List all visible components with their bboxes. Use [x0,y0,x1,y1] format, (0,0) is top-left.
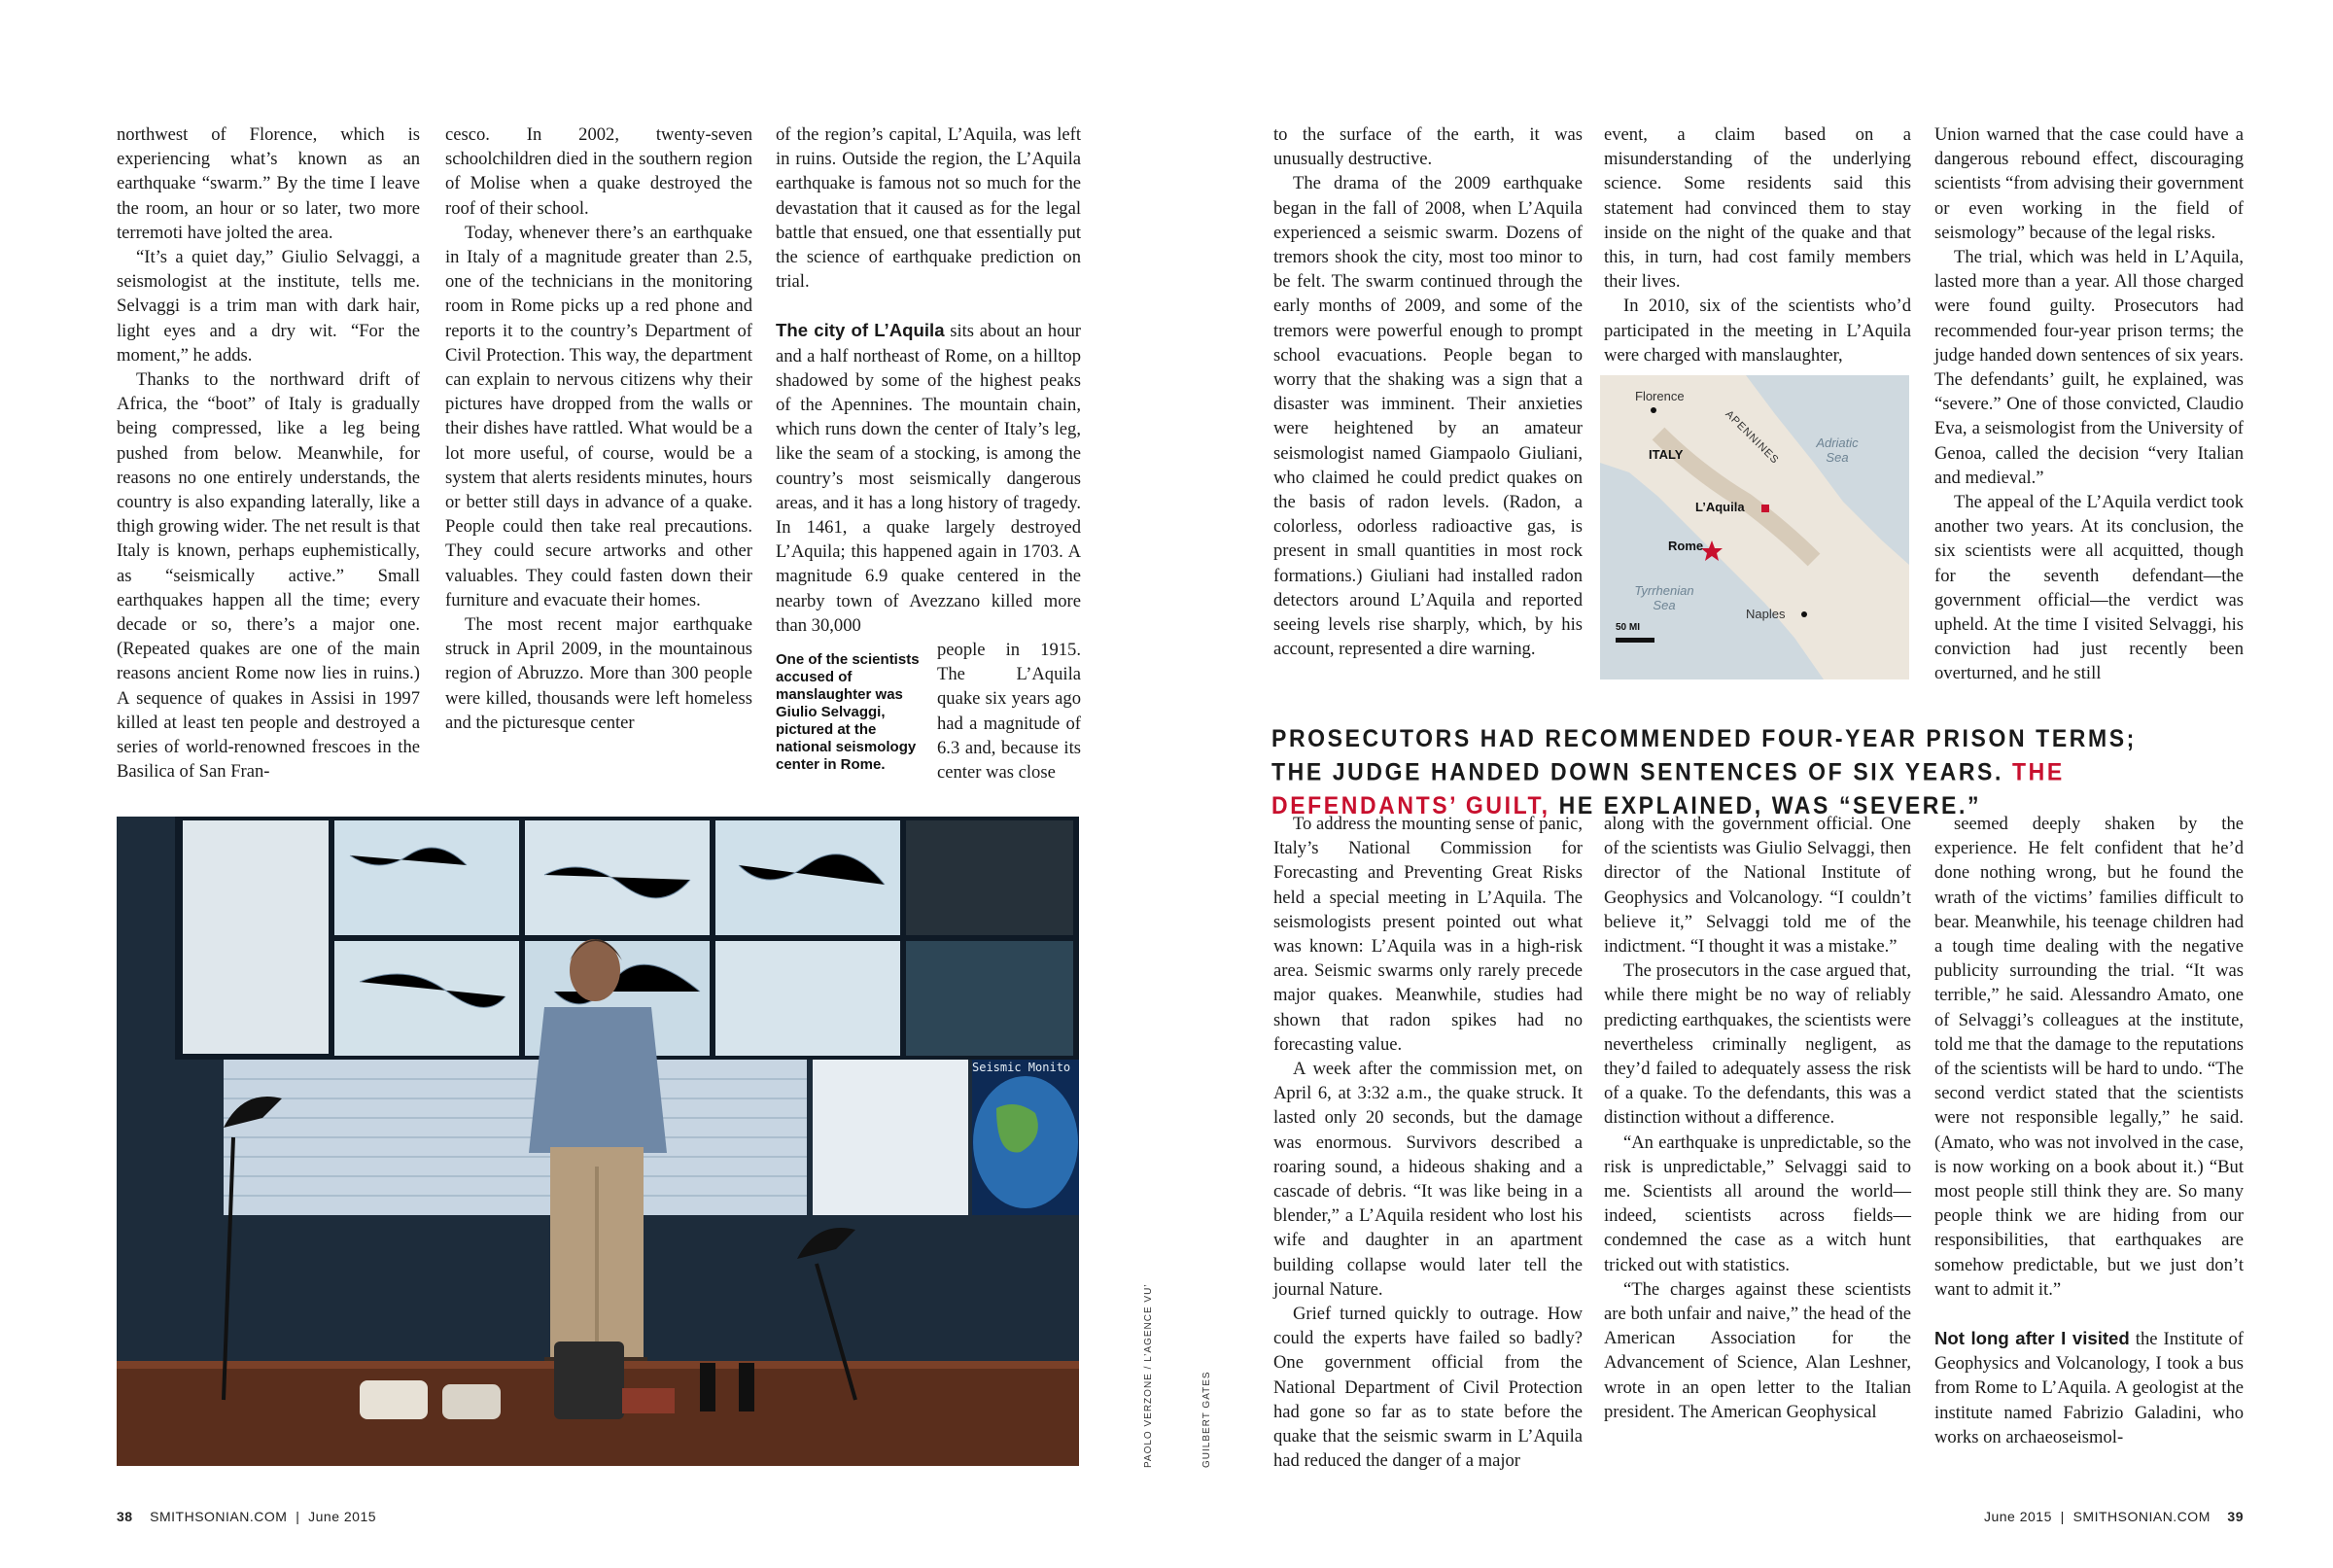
section-lead-laquila: The city of L’Aquila [776,320,945,341]
italy-map-graphic [1600,375,1909,679]
section-lead-visit: Not long after I visited [1934,1328,2130,1349]
left-col-3-section: The city of L’Aquila sits about an hour and a half northeast of Rome, on a hilltop shadowed by some of the highest peaks of the Apennines. The mountain chain, which runs down the center of Italy’s leg, like the seam of a stocking, is among the country’s most seismically dangerous areas, and it has a long history of tragedy. In 1461, a quake largely destroyed L’Aquila; this happened again in 1703. A magnitude 6.9 quake centered in the nearby town of Avezzano killed more than 30,000 [776,320,1081,636]
right-col-2 [1604,122,1911,367]
right-folio: June 2015 | SMITHSONIAN.COM 39 [1983,1509,2244,1524]
map-label-apennines: APENNINES [1723,408,1782,467]
photo-credit: PAOLO VERZONE / L’AGENCE VU’ [1143,1283,1154,1468]
pull-quote: PROSECUTORS HAD RECOMMENDED FOUR-YEAR PRISON TERMS; THE JUDGE HANDED DOWN SENTENCES OF SIX YEARS. THE DEFENDANTS’ GUILT, HE EXPLAINED, WAS “SEVERE.” [1271,724,2137,819]
italy-map [1600,375,1909,679]
paragraph: Thanks to the northward drift of Africa, the “boot” of Italy is gradually being compressed, like a leg being pushed from below. Meanwhile, for reasons no one entirely understands, the country is also expanding laterally, like a thigh growing wider. The net result is that Italy is known, perhaps euphemistically, as “seismically active.” Small earthquakes happen all the time; every decade or so, there’s a major one. (Repeated quakes are one of the main reasons ancient Rome now lies in ruins.) A sequence of quakes in Assisi in 1997 killed at least ten people and destroyed a series of world-renowned frescoes in the Basilica of San Fran- [117,369,420,783]
paragraph: Grief turned quickly to outrage. How could the experts have failed so badly? One government official from the National Department of Civil Protection had gone so far as to state before the quake that the seismic swarm in L’Aquila had reduced the danger of a major [1273,1304,1583,1472]
left-page-number: 38 [117,1509,133,1524]
paragraph: A week after the commission met, on April 6, at 3:32 a.m., the quake struck. It lasted only 20 seconds, but the damage was enormous. Survivors described a roaring sound, a hideous shaking and a cascade of debris. “It was like being in a blender,” a L’Aquila resident who lost his wife and daughter in an apartment building collapse would later tell the journal Nature. [1273,1059,1583,1300]
left-folio: 38 SMITHSONIAN.COM | June 2015 [117,1509,377,1524]
map-label-rome: Rome [1668,539,1704,553]
map-label-tyrrhenian: Tyrrhenian Sea [1634,583,1694,612]
left-col-3-narrow: people in 1915. The L’Aquila quake six years ago had a magnitude of 6.3 and, because its center was close [937,640,1081,784]
map-label-florence: Florence [1635,389,1685,403]
paragraph: northwest of Florence, which is experiencing what’s known as an earthquake “swarm.” By the time I leave the room, an hour or so later, two more terremoti have jolted the area. [117,124,420,243]
paragraph: of the region’s capital, L’Aquila, was left in ruins. Outside the region, the L’Aquila earthquake is famous not so much for the devastation that it caused as for the legal battle that ensued, one that essentially put the science of earthquake prediction on trial. [776,124,1081,293]
paragraph: cesco. In 2002, twenty-seven schoolchildren died in the southern region of Molise when a quake destroyed the roof of their school. [445,124,752,219]
pull-quote-highlight: THE DEFENDANTS’ GUILT, [1271,757,2065,819]
paragraph: “An earthquake is unpredictable, so the risk is unpredictable,” Selvaggi said to me. Scientists all around the world—indeed, scientists across fields—condemned the case as a witch hunt tricked out with statistics. [1604,1132,1911,1275]
photo-screen-label: Seismic Monito [972,1061,1071,1074]
right-folio-site: SMITHSONIAN.COM [2072,1509,2211,1524]
photo-caption: One of the scientists accused of manslaughter was Giulio Selvaggi, pictured at the national seismology center in Rome. [776,651,920,773]
paragraph: The drama of the 2009 earthquake began in the fall of 2008, when L’Aquila experienced a seismic swarm. Dozens of tremors shook the city, most too minor to be felt. The swarm continued through the early months of 2009, and some of the tremors were powerful enough to prompt school evacuations. People began to worry that the shaking was a sign that a disaster was imminent. Their anxieties were heightened by an amateur seismologist named Giampaolo Giuliani, who claimed he could predict quakes on the basis of radon levels. (Radon, a colorless, odorless radioactive gas, is present in small quantities in most rock formations.) Giuliani had installed radon detectors around L’Aquila and reported seeing levels rise sharply, which, by his account, represented a dire warning. [1273,173,1583,660]
right-col-1 [1273,122,1583,661]
left-col-2 [445,122,752,735]
right-col-3 [1934,122,2244,686]
paragraph: The trial, which was held in L’Aquila, lasted more than a year. All those charged were found guilty. Prosecutors had recommended four-year prison terms; the judge handed down sentences of six years. The defendants’ guilt, he explained, was “severe.” One of those convicted, Claudio Eva, a seismologist from the University of Genoa, called the decision “very Italian and medieval.” [1934,247,2244,488]
paragraph: seemed deeply shaken by the experience. He felt confident that he’d done nothing wrong, but he found the wrath of the victims’ families difficult to bear. Meanwhile, his teenage children had a tough time dealing with the negative publicity surrounding the trial. “It was terrible,” he said. Alessandro Amato, one of Selvaggi’s colleagues at the institute, told me that the damage to the reputations of the scientists will be hard to undo. “The second verdict stated that the scientists were not responsible legally,” he said. (Amato, who was not involved in the case, is now working on a book about it.) “But most people still think they are. So many people think we are hiding from our responsibilities, that earthquakes are somehow predictable, but we just don’t want to admit it.” [1934,814,2244,1300]
right-col-5 [1604,812,1911,1424]
right-col-6 [1934,812,2244,1449]
map-credit: GUILBERT GATES [1201,1371,1212,1468]
right-col-6-section: Not long after I visited the Institute of Geophysics and Volcanology, I took a bus from Rome to L’Aquila. A geologist at the institute named Fabrizio Galadini, who works on archaeoseismol- [1934,1328,2244,1447]
paragraph: Union warned that the case could have a dangerous rebound effect, discouraging scientists “from advising their government or even working in the field of seismology” because of the legal risks. [1934,124,2244,243]
paragraph: To address the mounting sense of panic, Italy’s National Commission for Forecasting and Preventing Great Risks held a special meeting in L’Aquila. The seismologists present pointed out what was known: L’Aquila was in a high-risk area. Seismic swarms only rarely precede major quakes. Meanwhile, studies had shown that radon spikes had no forecasting value. [1273,814,1583,1055]
left-col-1 [117,122,420,784]
map-label-adriatic: Adriatic Sea [1816,436,1859,465]
paragraph: The prosecutors in the case argued that, while there might be no way of reliably predicting earthquakes, the scientists were nevertheless criminally negligent, as they’d failed to adequately assess the risk of a quake. To the defendants, this was a distinction without a difference. [1604,960,1911,1129]
paragraph: event, a claim based on a misunderstanding of the underlying science. Some residents said this statement had convinced them to stay inside on the night of the quake and that this, in turn, had cost family members their lives. [1604,124,1911,293]
right-col-6-paras [1934,812,2244,1302]
left-folio-date: June 2015 [308,1509,377,1524]
paragraph: to the surface of the earth, it was unusually destructive. [1273,124,1583,170]
seismology-center-illustration [117,817,1079,1466]
map-label-naples: Naples [1746,607,1786,621]
paragraph: Today, whenever there’s an earthquake in Italy of a magnitude greater than 2.5, one of the technicians in the monitoring room in Rome picks up a red phone and reports it to the country’s Department of Civil Protection. This way, the department can explain to nervous citizens why their pictures have dropped from the walls or their dishes have rattled. What would be a lot more useful, of course, would be a system that alerts residents minutes, hours or better still days in advance of a quake. People could then take real precautions. They could secure artworks and other valuables. They could fasten down their furniture and evacuate their homes. [445,222,752,610]
right-col-4 [1273,812,1583,1473]
selvaggi-photo [117,817,1079,1466]
paragraph: The most recent major earthquake struck in April 2009, in the mountainous region of Abruzzo. More than 300 people were killed, thousands were left homeless and the picturesque center [445,614,752,733]
paragraph: “The charges against these scientists are both unfair and naive,” the head of the American Association for the Advancement of Science, Alan Leshner, wrote in an open letter to the Italian president. The American Geophysical [1604,1278,1911,1422]
paragraph: The appeal of the L’Aquila verdict took another two years. At its conclusion, the six scientists were all acquitted, though for the seventh defendant—the government official—the verdict was upheld. At the time I visited Selvaggi, his conviction had just recently been overturned, and he still [1934,492,2244,684]
map-label-italy: ITALY [1649,447,1684,462]
right-page-number: 39 [2227,1509,2244,1524]
right-folio-date: June 2015 [1983,1509,2052,1524]
paragraph: “It’s a quiet day,” Giulio Selvaggi, a seismologist at the institute, tells me. Selvaggi is a trim man with dark hair, light eyes and a dry wit. “For the moment,” he adds. [117,247,420,366]
map-scale-label: 50 MI [1616,622,1641,633]
map-label-laquila: L’Aquila [1695,500,1745,514]
paragraph: along with the government official. One of the scientists was Giulio Selvaggi, then director of the National Institute of Geophysics and Volcanology. “I couldn’t believe it,” Selvaggi told me of the indictment. “I thought it was a mistake.” [1604,814,1911,958]
left-folio-site: SMITHSONIAN.COM [150,1509,288,1524]
left-col-3-paras [776,122,1081,294]
paragraph: In 2010, six of the scientists who’d participated in the meeting in L’Aquila were charged with manslaughter, [1604,296,1911,366]
